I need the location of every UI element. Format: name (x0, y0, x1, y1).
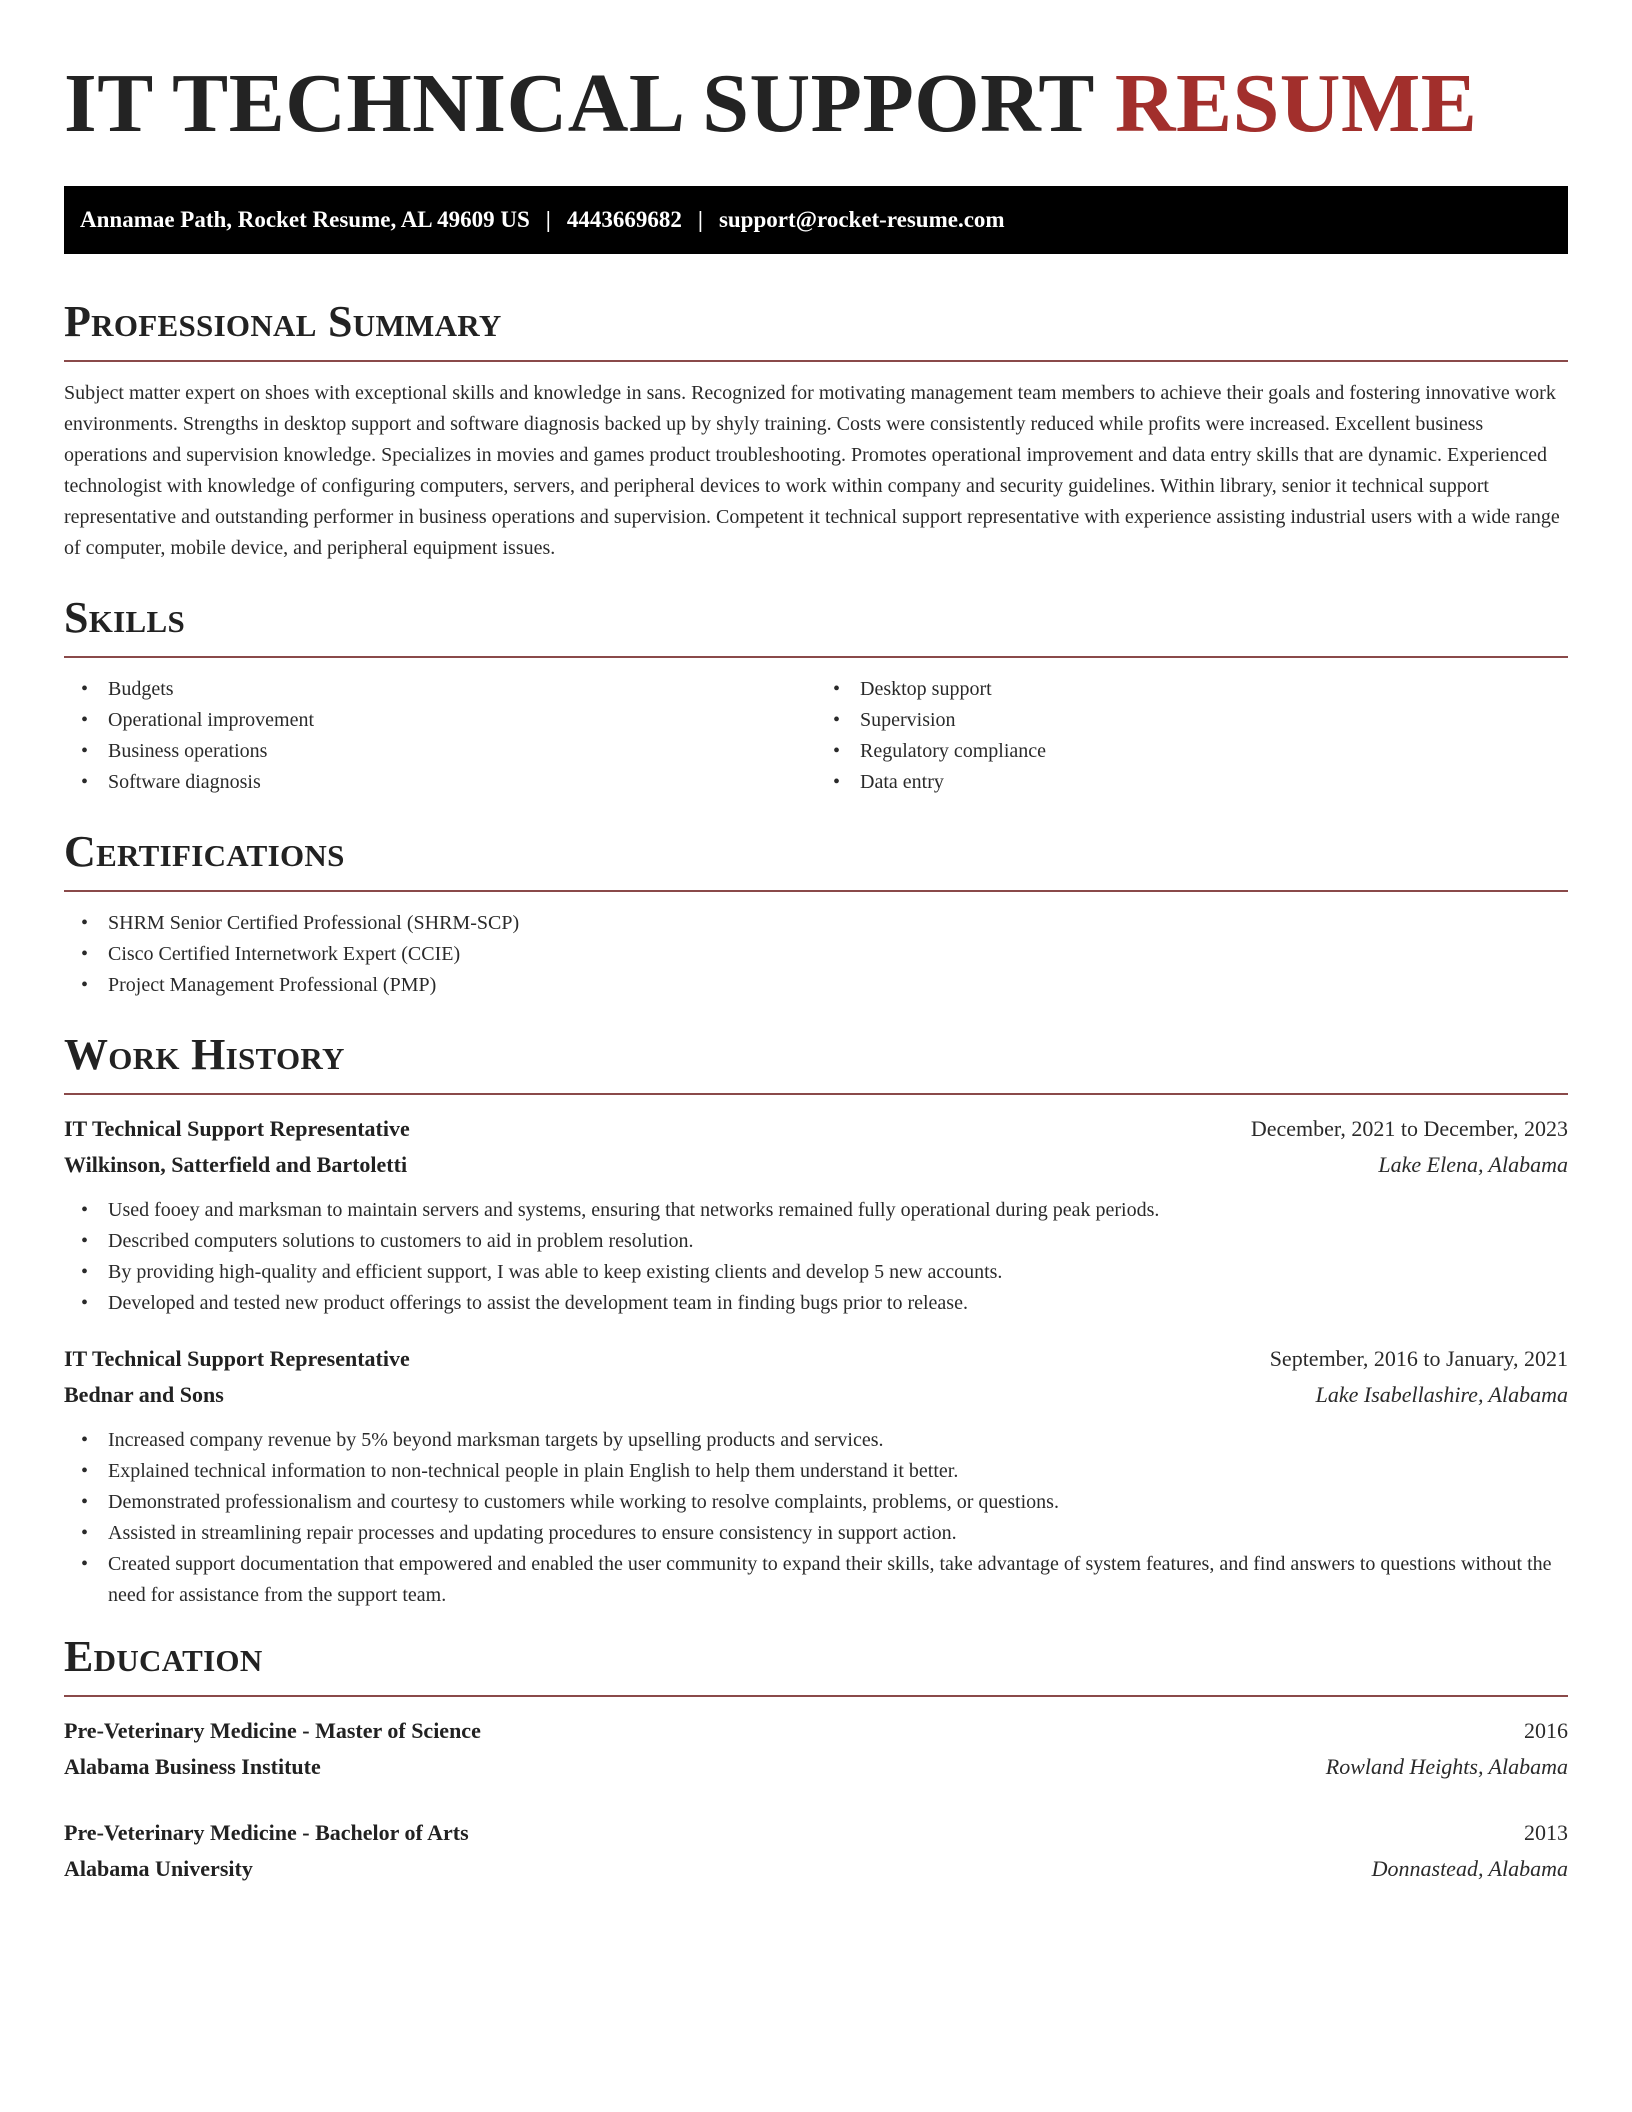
skills-grid (64, 674, 1568, 798)
education-entry (64, 1713, 1568, 1785)
skills-section (64, 594, 1568, 798)
contact-bar (64, 186, 1568, 254)
contact-email: support@rocket-resume.com (718, 207, 1005, 232)
education-school-row (64, 1749, 1568, 1785)
job-duties-list (64, 1425, 1568, 1611)
job-duties-list (64, 1195, 1568, 1319)
contact-address: Annamae Path, Rocket Resume, AL 49609 US (80, 207, 530, 232)
resume-title (64, 56, 1568, 152)
education-school: Alabama University (64, 1856, 253, 1881)
education-degree: Pre-Veterinary Medicine - Master of Science (64, 1718, 481, 1743)
job-duty-item: • Assisted in streamlining repair processes and updating procedures to ensure consistency in support action. (64, 1518, 1568, 1549)
skills-column-left (64, 674, 816, 798)
job-duty-item: • Increased company revenue by 5% beyond marksman targets by upselling products and services. (64, 1425, 1568, 1456)
section-heading-education: Education (64, 1632, 263, 1681)
section-divider (64, 890, 1568, 892)
education-school: Alabama Business Institute (64, 1754, 321, 1779)
skills-column-right (816, 674, 1568, 798)
job-title: IT Technical Support Representative (64, 1346, 410, 1371)
job-duty-item: • Developed and tested new product offerings to assist the development team in finding bugs prior to release. (64, 1288, 1568, 1319)
section-divider (64, 656, 1568, 658)
job-duty-item: • By providing high-quality and efficient support, I was able to keep existing clients and develop 5 new accounts. (64, 1257, 1568, 1288)
section-heading-summary: Professional Summary (64, 297, 502, 346)
job-dates: December, 2021 to December, 2023 (1250, 1116, 1568, 1141)
job-company-row (64, 1147, 1568, 1183)
contact-separator: | (545, 207, 551, 232)
certification-item: • Cisco Certified Internetwork Expert (CCIE) (64, 939, 1568, 970)
skills-list-right (816, 674, 1568, 798)
summary-section (64, 298, 1568, 564)
job-company-row (64, 1377, 1568, 1413)
certification-item: • SHRM Senior Certified Professional (SHRM-SCP) (64, 908, 1568, 939)
certifications-list (64, 908, 1568, 1001)
education-entry (64, 1815, 1568, 1887)
contact-separator: | (697, 207, 703, 232)
job-duty-item: • Created support documentation that empowered and enabled the user community to expand their skills, take advantage of system features, and find answers to questions without the need for assistance from the support team. (64, 1549, 1568, 1611)
job-entry (64, 1341, 1568, 1611)
section-divider (64, 1695, 1568, 1697)
section-heading-certifications: Certifications (64, 827, 345, 876)
job-location: Lake Isabellashire, Alabama (1315, 1382, 1568, 1407)
section-divider (64, 360, 1568, 362)
certifications-section (64, 828, 1568, 1001)
education-section (64, 1633, 1568, 1887)
skill-item: • Budgets (64, 674, 816, 705)
section-heading-skills: Skills (64, 593, 186, 642)
job-title: IT Technical Support Representative (64, 1116, 410, 1141)
education-degree-row (64, 1815, 1568, 1851)
education-location: Rowland Heights, Alabama (1325, 1754, 1568, 1779)
certification-item: • Project Management Professional (PMP) (64, 970, 1568, 1001)
title-main: IT TECHNICAL SUPPORT (64, 57, 1094, 150)
section-divider (64, 1093, 1568, 1095)
skill-item: • Business operations (64, 736, 816, 767)
skill-item: • Software diagnosis (64, 767, 816, 798)
skill-item: • Desktop support (816, 674, 1568, 705)
job-duty-item: • Used fooey and marksman to maintain servers and systems, ensuring that networks remained fully operational during peak periods. (64, 1195, 1568, 1226)
skills-list-left (64, 674, 816, 798)
contact-phone: 4443669682 (566, 207, 682, 232)
skill-item: • Regulatory compliance (816, 736, 1568, 767)
job-duty-item: • Demonstrated professionalism and courtesy to customers while working to resolve complaints, problems, or questions. (64, 1487, 1568, 1518)
job-entry (64, 1111, 1568, 1319)
skill-item: • Data entry (816, 767, 1568, 798)
job-location: Lake Elena, Alabama (1378, 1152, 1568, 1177)
job-duty-item: • Explained technical information to non-technical people in plain English to help them understand it better. (64, 1456, 1568, 1487)
education-school-row (64, 1851, 1568, 1887)
education-year: 2013 (1524, 1820, 1568, 1845)
work-history-section (64, 1031, 1568, 1611)
education-year: 2016 (1524, 1718, 1568, 1743)
skill-item: • Supervision (816, 705, 1568, 736)
education-location: Donnastead, Alabama (1371, 1856, 1568, 1881)
job-company: Wilkinson, Satterfield and Bartoletti (64, 1152, 408, 1177)
job-header-row (64, 1341, 1568, 1377)
summary-text: Subject matter expert on shoes with exceptional skills and knowledge in sans. Recognized for motivating management team members to achieve their goals and fostering innovative work environments. Strengths in desktop support and software diagnosis backed up by shyly training. Costs were consistently reduced while profits were increased. Excellent business operations and supervision knowledge. Specializes in movies and games product troubleshooting. Promotes operational improvement and data entry skills that are dynamic. Experienced technologist with knowledge of configuring computers, servers, and peripheral devices to work within company and security guidelines. Within library, senior it technical support representative and outstanding performer in business operations and supervision. Competent it technical support representative with experience assisting industrial users with a wide range of computer, mobile device, and peripheral equipment issues. (64, 382, 1560, 559)
section-heading-work-history: Work History (64, 1030, 345, 1079)
job-header-row (64, 1111, 1568, 1147)
job-dates: September, 2016 to January, 2021 (1269, 1346, 1568, 1371)
job-company: Bednar and Sons (64, 1382, 224, 1407)
title-accent: RESUME (1114, 57, 1478, 150)
skill-item: • Operational improvement (64, 705, 816, 736)
education-degree-row (64, 1713, 1568, 1749)
education-degree: Pre-Veterinary Medicine - Bachelor of Arts (64, 1820, 469, 1845)
job-duty-item: • Described computers solutions to customers to aid in problem resolution. (64, 1226, 1568, 1257)
